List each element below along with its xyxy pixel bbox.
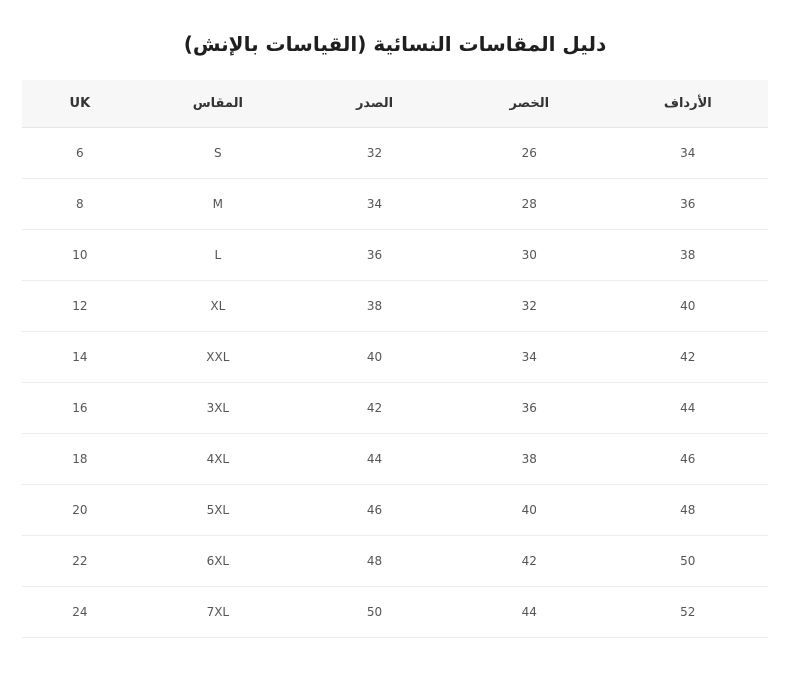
cell-hips: 42 [608,332,768,383]
cell-uk: 16 [22,383,138,434]
column-header-waist: الخصر [451,80,608,128]
table-row [22,536,768,587]
cell-waist: 40 [451,485,608,536]
table-row [22,179,768,230]
cell-hips: 46 [608,434,768,485]
cell-uk: 6 [22,128,138,179]
cell-size: XXL [138,332,298,383]
cell-hips: 44 [608,383,768,434]
cell-chest: 46 [298,485,451,536]
cell-chest: 50 [298,587,451,638]
cell-chest: 32 [298,128,451,179]
cell-hips: 38 [608,230,768,281]
cell-chest: 42 [298,383,451,434]
cell-waist: 28 [451,179,608,230]
table-body [22,128,768,638]
cell-uk: 18 [22,434,138,485]
cell-size: 7XL [138,587,298,638]
table-row [22,128,768,179]
cell-size: XL [138,281,298,332]
table-row [22,281,768,332]
cell-chest: 38 [298,281,451,332]
table-row [22,332,768,383]
cell-uk: 14 [22,332,138,383]
cell-chest: 36 [298,230,451,281]
cell-chest: 34 [298,179,451,230]
cell-waist: 36 [451,383,608,434]
column-header-size: المقاس [138,80,298,128]
table-header-row [22,80,768,128]
cell-size: S [138,128,298,179]
cell-waist: 32 [451,281,608,332]
table-row [22,383,768,434]
cell-waist: 44 [451,587,608,638]
cell-hips: 48 [608,485,768,536]
column-header-chest: الصدر [298,80,451,128]
cell-uk: 8 [22,179,138,230]
table-row [22,587,768,638]
cell-uk: 10 [22,230,138,281]
cell-size: M [138,179,298,230]
cell-waist: 26 [451,128,608,179]
cell-size: 4XL [138,434,298,485]
cell-uk: 22 [22,536,138,587]
column-header-hips: الأرداف [608,80,768,128]
table-row [22,230,768,281]
cell-size: L [138,230,298,281]
cell-uk: 20 [22,485,138,536]
table-row [22,434,768,485]
size-table-container [22,80,768,638]
cell-size: 6XL [138,536,298,587]
cell-hips: 40 [608,281,768,332]
cell-hips: 36 [608,179,768,230]
cell-uk: 12 [22,281,138,332]
cell-waist: 30 [451,230,608,281]
table-row [22,485,768,536]
cell-chest: 44 [298,434,451,485]
cell-waist: 42 [451,536,608,587]
cell-chest: 40 [298,332,451,383]
column-header-uk: UK [22,80,138,128]
cell-chest: 48 [298,536,451,587]
cell-hips: 52 [608,587,768,638]
cell-uk: 24 [22,587,138,638]
cell-waist: 38 [451,434,608,485]
cell-hips: 50 [608,536,768,587]
cell-size: 3XL [138,383,298,434]
cell-waist: 34 [451,332,608,383]
size-guide-table [22,80,768,638]
table-header [22,80,768,128]
cell-hips: 34 [608,128,768,179]
page-title: دليل المقاسات النسائية (القياسات بالإنش) [183,32,607,56]
cell-size: 5XL [138,485,298,536]
